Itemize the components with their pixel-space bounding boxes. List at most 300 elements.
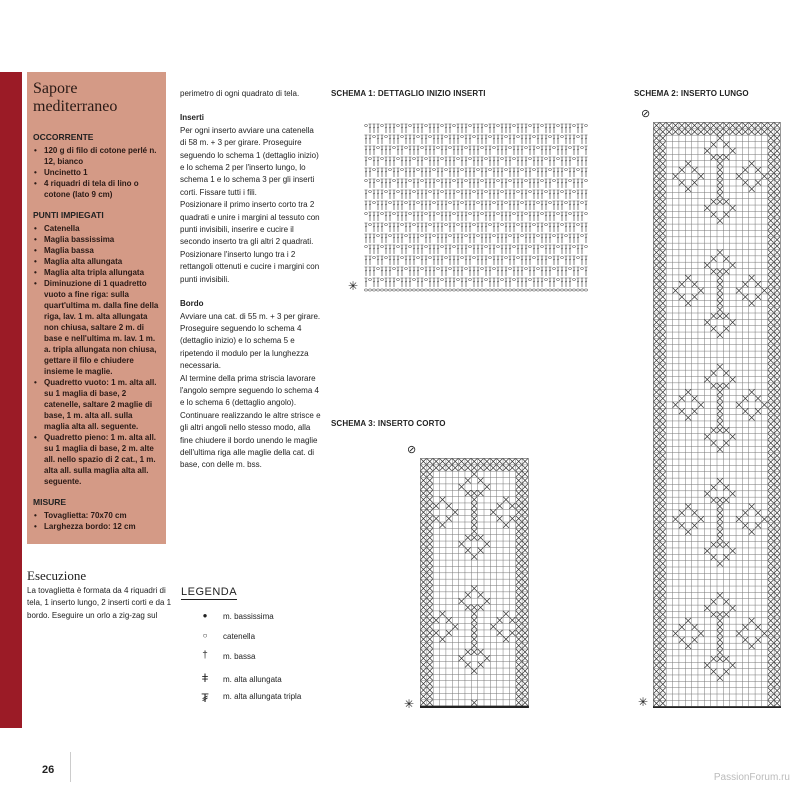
cross-stitch-mark xyxy=(692,408,698,414)
stitch-symbol xyxy=(549,190,552,199)
stitch-symbol xyxy=(545,212,548,221)
cross-stitch-mark xyxy=(427,547,433,553)
stitch-symbol xyxy=(557,256,560,265)
cross-stitch-mark xyxy=(723,383,729,389)
cross-stitch-mark xyxy=(654,662,660,668)
cross-stitch-mark xyxy=(522,566,528,572)
stitch-symbol xyxy=(401,212,404,221)
stitch-symbol xyxy=(529,179,532,188)
cross-stitch-mark xyxy=(742,281,748,287)
punti-list xyxy=(33,223,160,487)
chain-symbol xyxy=(424,158,427,160)
cross-stitch-mark xyxy=(660,453,666,459)
chain-symbol xyxy=(492,147,495,149)
cross-stitch-mark xyxy=(654,497,660,503)
stitch-symbol xyxy=(477,124,480,133)
cross-stitch-mark xyxy=(749,504,755,510)
stitch-symbol xyxy=(389,124,392,133)
stitch-symbol xyxy=(465,201,468,210)
chain-symbol xyxy=(416,257,419,259)
stitch-symbol xyxy=(553,223,556,232)
stitch-symbol xyxy=(497,234,500,243)
cross-stitch-mark xyxy=(421,598,427,604)
cross-stitch-mark xyxy=(654,408,660,414)
cross-stitch-mark xyxy=(654,669,660,675)
stitch-symbol xyxy=(473,168,476,177)
stitch-symbol xyxy=(553,245,556,254)
cross-stitch-mark xyxy=(427,586,433,592)
stitch-symbol xyxy=(393,157,396,166)
list-item: • Diminuzione di 1 quadretto vuoto a fine riga: sulla quart'ultima m. dalla fine della riga, lav. 1 m. alta allungata non chiusa, saltare 2 m. di base e nell'ultima m. lav. 1 m. a. tripla allungata non chiusa, gettare il filo e chiudere insieme le maglie. xyxy=(33,278,160,377)
foundation-chain xyxy=(468,289,472,291)
stitch-symbol xyxy=(449,212,452,221)
cross-stitch-mark xyxy=(660,224,666,230)
cross-stitch-mark xyxy=(427,459,433,465)
stitch-symbol xyxy=(569,135,572,144)
stitch-symbol xyxy=(385,278,388,287)
cross-stitch-mark xyxy=(522,522,528,528)
cross-stitch-mark xyxy=(768,338,774,344)
cross-stitch-mark xyxy=(465,478,471,484)
cross-stitch-mark xyxy=(509,503,515,509)
cross-stitch-mark xyxy=(654,605,660,611)
stitch-symbol xyxy=(545,234,548,243)
chain-symbol xyxy=(380,213,383,215)
stitch-symbol xyxy=(561,278,564,287)
stitch-symbol xyxy=(541,168,544,177)
stitch-symbol xyxy=(489,179,492,188)
chain-symbol xyxy=(536,147,539,149)
stitch-symbol xyxy=(465,223,468,232)
legend xyxy=(181,582,321,722)
cross-stitch-mark xyxy=(421,655,427,661)
foundation-chain xyxy=(516,289,520,291)
chain-symbol xyxy=(540,246,543,248)
stitch-symbol xyxy=(513,201,516,210)
start-asterisk-icon: ✳ xyxy=(638,695,649,709)
stitch-symbol xyxy=(573,146,576,155)
chain-symbol xyxy=(568,213,571,215)
cross-stitch-mark xyxy=(421,674,427,680)
stitch-symbol xyxy=(569,201,572,210)
cross-stitch-mark xyxy=(673,516,679,522)
stitch-symbol xyxy=(397,146,400,155)
cross-stitch-mark xyxy=(774,408,780,414)
cross-stitch-mark xyxy=(427,503,433,509)
cross-stitch-mark xyxy=(768,561,774,567)
stitch-symbol xyxy=(513,190,516,199)
cross-stitch-mark xyxy=(465,605,471,611)
stitch-symbol xyxy=(421,245,424,254)
legend-title: LEGENDA xyxy=(181,586,238,598)
cross-stitch-mark xyxy=(509,516,515,522)
cross-stitch-mark xyxy=(774,599,780,605)
cross-stitch-mark xyxy=(768,351,774,357)
cross-stitch-mark xyxy=(660,142,666,148)
schema-2-title: SCHEMA 2: INSERTO LUNGO xyxy=(634,89,749,98)
cross-stitch-mark xyxy=(717,504,723,510)
cross-stitch-mark xyxy=(503,636,509,642)
stitch-symbol xyxy=(389,278,392,287)
chain-symbol xyxy=(364,213,367,215)
cross-stitch-mark xyxy=(660,681,666,687)
cross-stitch-mark xyxy=(774,618,780,624)
stitch-symbol xyxy=(469,168,472,177)
cross-stitch-mark xyxy=(774,675,780,681)
stitch-symbol xyxy=(553,190,556,199)
cross-stitch-mark xyxy=(761,123,767,129)
cross-stitch-mark xyxy=(704,434,710,440)
cross-stitch-mark xyxy=(768,211,774,217)
foundation-chain xyxy=(488,289,492,291)
cross-stitch-mark xyxy=(768,599,774,605)
cross-stitch-mark xyxy=(459,541,465,547)
stitch-symbol xyxy=(473,267,476,276)
cross-stitch-mark xyxy=(516,624,522,630)
stitch-symbol xyxy=(585,168,588,177)
chain-symbol xyxy=(524,147,527,149)
chain-symbol xyxy=(500,224,503,226)
cross-stitch-mark xyxy=(654,224,660,230)
stitch-symbol xyxy=(421,201,424,210)
foundation-chain xyxy=(560,289,564,291)
stitch-symbol xyxy=(525,223,528,232)
chain-symbol xyxy=(460,169,463,171)
cross-stitch-mark xyxy=(768,192,774,198)
cross-stitch-mark xyxy=(654,700,660,706)
triple-crochet-icon: ₮ xyxy=(201,691,209,705)
cross-stitch-mark xyxy=(774,415,780,421)
stitch-symbol xyxy=(397,212,400,221)
stitch-symbol xyxy=(573,135,576,144)
cross-stitch-mark xyxy=(736,123,742,129)
stitch-symbol xyxy=(389,245,392,254)
chain-symbol xyxy=(556,279,559,281)
stitch-symbol xyxy=(581,278,584,287)
cross-stitch-mark xyxy=(704,662,710,668)
stitch-symbol xyxy=(437,278,440,287)
cross-stitch-mark xyxy=(768,535,774,541)
stitch-symbol xyxy=(481,245,484,254)
cross-stitch-mark xyxy=(522,662,528,668)
stitch-symbol xyxy=(457,179,460,188)
stitch-symbol xyxy=(433,157,436,166)
stitch-symbol xyxy=(433,223,436,232)
stitch-symbol xyxy=(405,135,408,144)
stitch-symbol xyxy=(477,179,480,188)
chain-symbol xyxy=(508,180,511,182)
cross-stitch-mark xyxy=(717,415,723,421)
cross-stitch-mark xyxy=(660,688,666,694)
cross-stitch-mark xyxy=(654,389,660,395)
stitch-symbol xyxy=(417,223,420,232)
stitch-symbol xyxy=(453,168,456,177)
cross-stitch-mark xyxy=(516,630,522,636)
chain-symbol xyxy=(560,136,563,138)
cross-stitch-mark xyxy=(723,554,729,560)
stitch-symbol xyxy=(569,223,572,232)
stitch-symbol xyxy=(441,135,444,144)
stitch-symbol xyxy=(521,124,524,133)
chain-symbol xyxy=(512,279,515,281)
cross-stitch-mark xyxy=(478,547,484,553)
cross-stitch-mark xyxy=(685,389,691,395)
cross-stitch-mark xyxy=(774,510,780,516)
stitch-symbol xyxy=(393,256,396,265)
cross-stitch-mark xyxy=(768,224,774,230)
stitch-symbol xyxy=(425,267,428,276)
stitch-symbol xyxy=(481,278,484,287)
stitch-symbol xyxy=(501,234,504,243)
cross-stitch-mark xyxy=(717,383,723,389)
cross-stitch-mark xyxy=(660,434,666,440)
chain-symbol xyxy=(404,147,407,149)
stitch-symbol xyxy=(513,223,516,232)
cross-stitch-mark xyxy=(768,383,774,389)
cross-stitch-mark xyxy=(768,637,774,643)
chain-symbol xyxy=(520,169,523,171)
cross-stitch-mark xyxy=(768,123,774,129)
cross-stitch-mark xyxy=(774,542,780,548)
stitch-symbol xyxy=(581,168,584,177)
stitch-symbol xyxy=(393,190,396,199)
chain-icon: ○ xyxy=(202,631,208,640)
cross-stitch-mark xyxy=(768,478,774,484)
cross-stitch-mark xyxy=(654,656,660,662)
foundation-chain xyxy=(512,289,516,291)
cross-stitch-mark xyxy=(421,636,427,642)
cross-stitch-mark xyxy=(471,643,477,649)
stitch-symbol xyxy=(497,278,500,287)
stitch-symbol xyxy=(381,256,384,265)
cross-stitch-mark xyxy=(768,332,774,338)
stitch-symbol xyxy=(473,146,476,155)
cross-stitch-mark xyxy=(654,529,660,535)
cross-stitch-mark xyxy=(509,459,515,465)
cross-stitch-mark xyxy=(774,129,780,135)
cross-stitch-mark xyxy=(685,123,691,129)
stitch-symbol xyxy=(369,135,372,144)
cross-stitch-mark xyxy=(478,490,484,496)
stitch-symbol xyxy=(421,135,424,144)
cross-stitch-mark xyxy=(717,167,723,173)
cross-stitch-mark xyxy=(742,523,748,529)
chain-symbol xyxy=(504,257,507,259)
chain-symbol xyxy=(548,257,551,259)
foundation-chain xyxy=(376,289,380,291)
stitch-symbol xyxy=(393,245,396,254)
stitch-symbol xyxy=(461,179,464,188)
cross-stitch-mark xyxy=(723,611,729,617)
cross-stitch-mark xyxy=(654,211,660,217)
cross-stitch-mark xyxy=(704,205,710,211)
stitch-symbol xyxy=(529,223,532,232)
chain-symbol xyxy=(412,279,415,281)
stitch-symbol xyxy=(545,124,548,133)
cross-stitch-mark xyxy=(768,472,774,478)
stitch-symbol xyxy=(469,135,472,144)
chain-symbol xyxy=(572,191,575,193)
cross-stitch-mark xyxy=(654,161,660,167)
stitch-symbol xyxy=(509,256,512,265)
cross-stitch-mark xyxy=(421,630,427,636)
chain-symbol xyxy=(420,180,423,182)
stitch-symbol xyxy=(445,267,448,276)
cross-stitch-mark xyxy=(478,535,484,541)
cross-stitch-mark xyxy=(736,516,742,522)
stitch-symbol xyxy=(561,267,564,276)
cross-stitch-mark xyxy=(654,650,660,656)
chain-symbol xyxy=(396,158,399,160)
chain-symbol xyxy=(584,180,587,182)
cross-stitch-mark xyxy=(774,332,780,338)
stitch-symbol xyxy=(577,212,580,221)
stitch-symbol xyxy=(505,124,508,133)
cross-stitch-mark xyxy=(774,199,780,205)
cross-stitch-mark xyxy=(654,357,660,363)
stitch-symbol xyxy=(373,212,376,221)
stitch-symbol xyxy=(557,234,560,243)
cross-stitch-mark xyxy=(660,694,666,700)
cross-stitch-mark xyxy=(717,250,723,256)
stitch-symbol xyxy=(425,146,428,155)
chain-symbol xyxy=(544,224,547,226)
stitch-symbol xyxy=(489,267,492,276)
list-item: • Larghezza bordo: 12 cm xyxy=(33,521,160,532)
stitch-symbol xyxy=(453,256,456,265)
foundation-chain xyxy=(364,289,368,291)
cross-stitch-mark xyxy=(692,510,698,516)
chain-symbol xyxy=(476,235,479,237)
foundation-chain xyxy=(472,289,476,291)
cross-stitch-mark xyxy=(717,269,723,275)
inserti-text-2: Posizionare il primo inserto corto tra 2 quadrati e unire i margini al tessuto con punti invisibili, inserire e cucire il secondo inserto tra gli altri 2 quadrati. xyxy=(180,200,320,247)
stitch-symbol xyxy=(425,168,428,177)
stitch-symbol xyxy=(433,256,436,265)
cross-stitch-mark xyxy=(768,523,774,529)
cross-stitch-mark xyxy=(427,624,433,630)
chain-symbol xyxy=(532,257,535,259)
stitch-symbol xyxy=(429,278,432,287)
stitch-symbol xyxy=(441,223,444,232)
cross-stitch-mark xyxy=(421,605,427,611)
stitch-symbol xyxy=(441,201,444,210)
stitch-symbol xyxy=(441,212,444,221)
stitch-symbol xyxy=(489,201,492,210)
stitch-symbol xyxy=(525,157,528,166)
stitch-symbol xyxy=(465,256,468,265)
stitch-symbol xyxy=(545,179,548,188)
cross-stitch-mark xyxy=(774,211,780,217)
cross-stitch-mark xyxy=(660,370,666,376)
cross-stitch-mark xyxy=(660,421,666,427)
stitch-symbol xyxy=(501,168,504,177)
cross-stitch-mark xyxy=(654,510,660,516)
stitch-symbol xyxy=(365,157,368,166)
chain-symbol xyxy=(380,279,383,281)
stitch-symbol xyxy=(545,146,548,155)
chain-symbol xyxy=(464,268,467,270)
stitch-symbol xyxy=(565,190,568,199)
stitch-symbol xyxy=(445,124,448,133)
stitch-symbol xyxy=(417,179,420,188)
cross-stitch-mark xyxy=(723,427,729,433)
stitch-symbol xyxy=(409,256,412,265)
cross-stitch-mark xyxy=(704,605,710,611)
cross-stitch-mark xyxy=(654,332,660,338)
cross-stitch-mark xyxy=(660,199,666,205)
stitch-symbol xyxy=(385,146,388,155)
cross-stitch-mark xyxy=(654,599,660,605)
list-item: • Quadretto pieno: 1 m. alta all. su 1 maglia di base, 2 m. alte all. nello spazio di 2 cat., 1 m. alta all. sulla maglia alta all. seguente. xyxy=(33,432,160,487)
cross-stitch-mark xyxy=(660,567,666,573)
chain-symbol xyxy=(476,169,479,171)
stitch-symbol xyxy=(541,256,544,265)
stitch-symbol xyxy=(521,223,524,232)
cross-stitch-mark xyxy=(774,313,780,319)
cross-stitch-mark xyxy=(685,186,691,192)
cross-stitch-mark xyxy=(723,440,729,446)
chain-symbol xyxy=(572,158,575,160)
cross-stitch-mark xyxy=(768,656,774,662)
cross-stitch-mark xyxy=(755,523,761,529)
cross-stitch-mark xyxy=(471,611,477,617)
stitch-symbol xyxy=(505,157,508,166)
cross-stitch-mark xyxy=(768,592,774,598)
chain-symbol xyxy=(468,158,471,160)
stitch-symbol xyxy=(365,223,368,232)
stitch-symbol xyxy=(577,146,580,155)
cross-stitch-mark xyxy=(717,186,723,192)
chain-symbol xyxy=(456,191,459,193)
chain-symbol xyxy=(468,125,471,127)
stitch-symbol xyxy=(493,179,496,188)
foundation-chain xyxy=(456,289,460,291)
stitch-symbol xyxy=(433,267,436,276)
stitch-symbol xyxy=(557,223,560,232)
cross-stitch-mark xyxy=(471,554,477,560)
cross-stitch-mark xyxy=(742,123,748,129)
cross-stitch-mark xyxy=(465,465,471,471)
stitch-symbol xyxy=(401,179,404,188)
instructions-column xyxy=(180,88,322,472)
cross-stitch-mark xyxy=(471,509,477,515)
chain-symbol xyxy=(440,125,443,127)
chain-symbol xyxy=(404,235,407,237)
stitch-symbol xyxy=(537,278,540,287)
cross-stitch-mark xyxy=(654,313,660,319)
stitch-symbol xyxy=(561,168,564,177)
stitch-symbol xyxy=(481,190,484,199)
cross-stitch-mark xyxy=(774,529,780,535)
cross-stitch-mark xyxy=(768,688,774,694)
cross-stitch-mark xyxy=(484,541,490,547)
stitch-symbol xyxy=(461,212,464,221)
cross-stitch-mark xyxy=(654,561,660,567)
foundation-chain xyxy=(424,289,428,291)
cross-stitch-mark xyxy=(768,262,774,268)
cross-stitch-mark xyxy=(768,129,774,135)
stitch-symbol xyxy=(505,234,508,243)
foundation-chain xyxy=(520,289,524,291)
stitch-symbol xyxy=(549,146,552,155)
cross-stitch-mark xyxy=(446,617,452,623)
cross-stitch-mark xyxy=(660,256,666,262)
stitch-symbol xyxy=(477,245,480,254)
cross-stitch-mark xyxy=(774,364,780,370)
cross-stitch-mark xyxy=(522,649,528,655)
cross-stitch-mark xyxy=(654,307,660,313)
